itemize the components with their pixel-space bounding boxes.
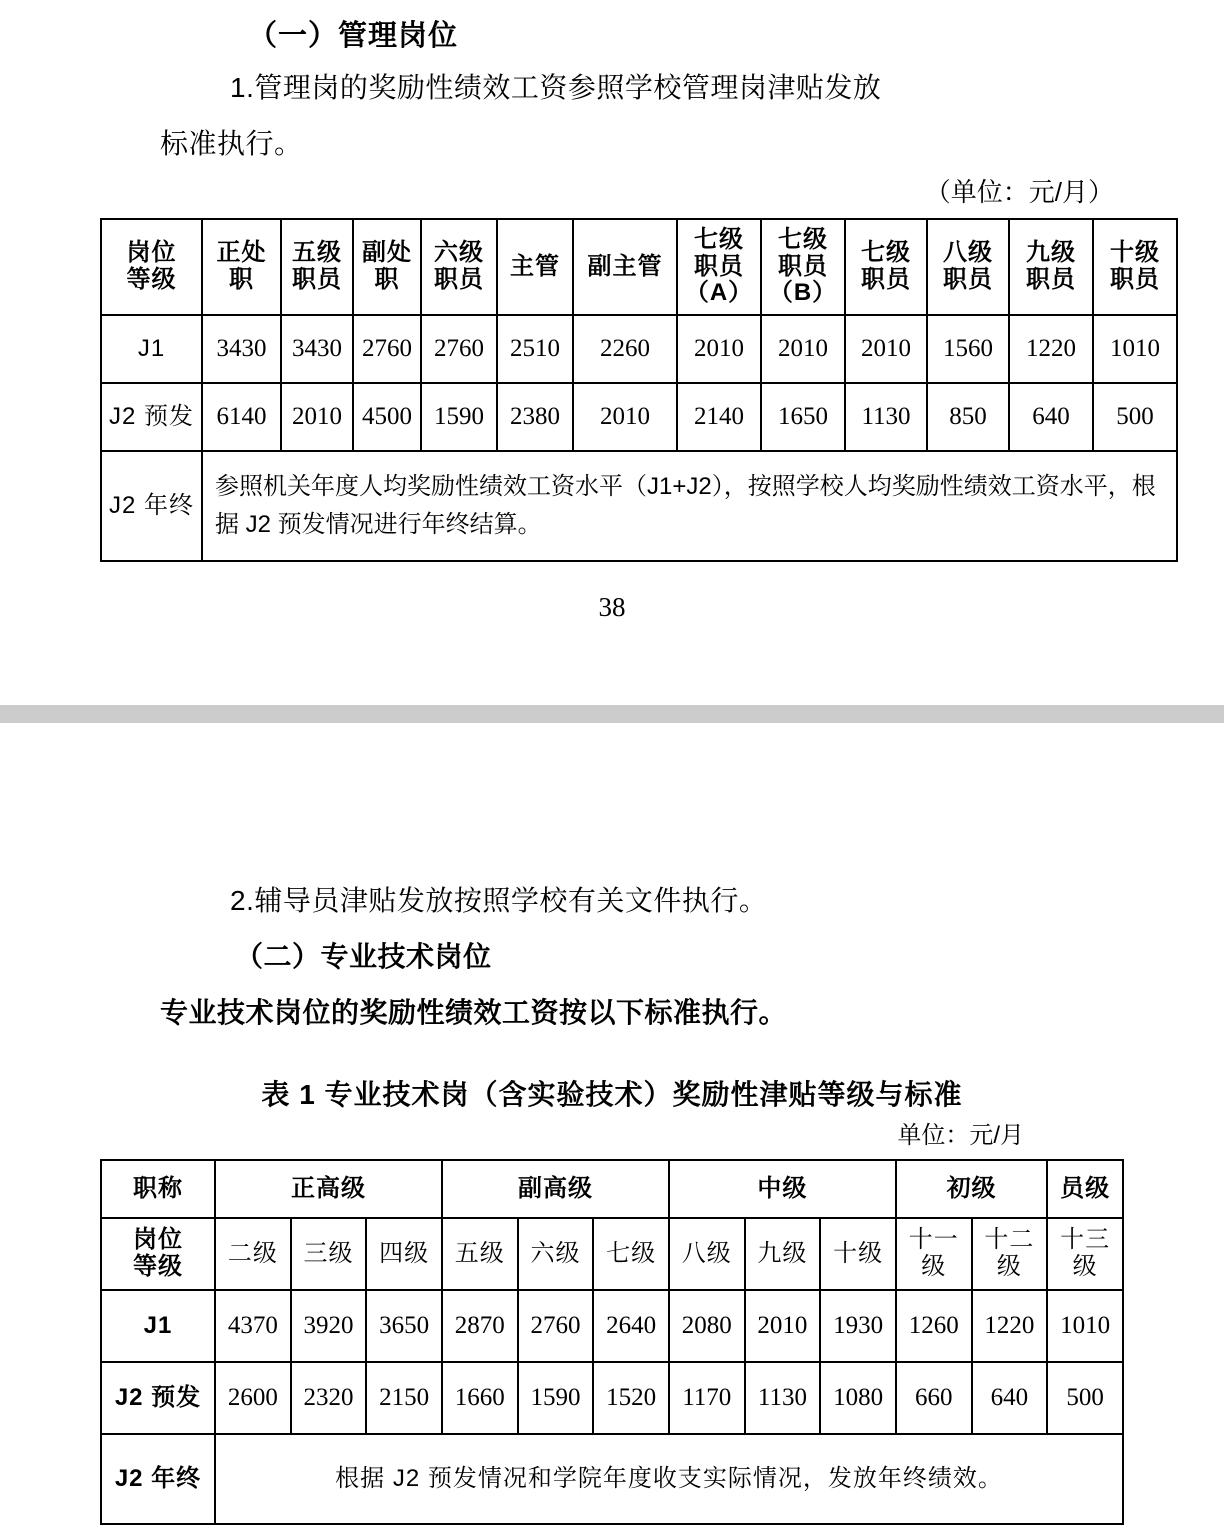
table-cell: 2010 bbox=[281, 383, 353, 451]
table-admin-header-cell bbox=[845, 219, 927, 315]
table-cell: 2760 bbox=[421, 315, 497, 383]
page-separator bbox=[0, 705, 1224, 723]
header-line: 七级 职员 （B） bbox=[768, 225, 838, 307]
table-admin-header-cell bbox=[497, 219, 573, 315]
header-line: 八级 职员 bbox=[943, 239, 993, 293]
subheader-cell: 十二 级 bbox=[972, 1218, 1048, 1290]
table-admin-header-cell bbox=[761, 219, 845, 315]
table-admin-header-cell bbox=[1009, 219, 1093, 315]
table-cell: 1650 bbox=[761, 383, 845, 451]
row-label: J2 预发 bbox=[101, 383, 202, 451]
document-page-2 bbox=[0, 723, 1224, 1540]
table-admin-header-cell bbox=[353, 219, 421, 315]
header-line: 主管 bbox=[510, 253, 560, 280]
table-cell: 1220 bbox=[972, 1290, 1048, 1362]
subheader-cell: 二级 bbox=[215, 1218, 291, 1290]
table-cell: 2600 bbox=[215, 1362, 291, 1434]
table-cell: 2140 bbox=[677, 383, 761, 451]
group-header-cell: 副高级 bbox=[442, 1160, 669, 1218]
table-admin-header-cell bbox=[927, 219, 1009, 315]
page-number: 38 bbox=[598, 592, 626, 622]
subheader-cell: 九级 bbox=[745, 1218, 821, 1290]
table-cell: 2870 bbox=[442, 1290, 518, 1362]
table-cell: 2010 bbox=[745, 1290, 821, 1362]
table-cell: 6140 bbox=[202, 383, 281, 451]
table-cell: 1520 bbox=[593, 1362, 669, 1434]
subheader-cell: 六级 bbox=[518, 1218, 594, 1290]
table-cell: 1660 bbox=[442, 1362, 518, 1434]
table-note-text: 根据 J2 预发情况和学院年度收支实际情况，发放年终绩效。 bbox=[215, 1434, 1123, 1524]
table-cell: 1220 bbox=[1009, 315, 1093, 383]
table-admin-header-cell bbox=[281, 219, 353, 315]
table-cell: 3430 bbox=[281, 315, 353, 383]
header-line: 正处 职 bbox=[216, 239, 267, 293]
subheader-cell: 七级 bbox=[593, 1218, 669, 1290]
table-cell: 2010 bbox=[573, 383, 677, 451]
section-heading-2: （二）专业技术岗位 bbox=[235, 941, 492, 972]
header-line: 岗位 等级 bbox=[126, 239, 177, 293]
table-row bbox=[101, 1290, 1123, 1362]
unit-note-table-professional: 单位：元/月 bbox=[897, 1122, 1024, 1149]
table-professional-title: 表 1 专业技术岗（含实验技术）奖励性津贴等级与标准 bbox=[261, 1079, 963, 1110]
group-header-label: 职称 bbox=[101, 1160, 215, 1218]
table-note-row bbox=[101, 1434, 1123, 1524]
subheader-cell: 五级 bbox=[442, 1218, 518, 1290]
table-cell: 850 bbox=[927, 383, 1009, 451]
table-cell: 500 bbox=[1047, 1362, 1123, 1434]
table-cell: 4500 bbox=[353, 383, 421, 451]
table-cell: 660 bbox=[896, 1362, 972, 1434]
subheader-label-line1: 岗位 等级 bbox=[133, 1226, 183, 1280]
header-line: 十级 职员 bbox=[1110, 239, 1160, 293]
table-cell: 1010 bbox=[1093, 315, 1177, 383]
header-line: 副处 职 bbox=[362, 239, 412, 293]
header-line: 副主管 bbox=[587, 253, 663, 280]
header-line: 七级 职员 （A） bbox=[684, 225, 754, 307]
table-admin-header-row bbox=[101, 219, 1177, 315]
group-header-cell: 员级 bbox=[1047, 1160, 1123, 1218]
table-cell: 2010 bbox=[845, 315, 927, 383]
table-cell: 2760 bbox=[518, 1290, 594, 1362]
page-title: （一）管理岗位 bbox=[248, 20, 459, 52]
table-admin-positions bbox=[100, 218, 1178, 562]
table-cell: 1130 bbox=[745, 1362, 821, 1434]
table-cell: 640 bbox=[972, 1362, 1048, 1434]
table-cell: 2010 bbox=[761, 315, 845, 383]
row-label: J2 预发 bbox=[101, 1362, 215, 1434]
table-cell: 2150 bbox=[366, 1362, 442, 1434]
table-row bbox=[101, 1362, 1123, 1434]
row-label: J2 年终 bbox=[101, 1434, 215, 1524]
group-header-cell: 正高级 bbox=[215, 1160, 442, 1218]
table-cell: 1260 bbox=[896, 1290, 972, 1362]
page-2-top-spacer bbox=[100, 723, 1124, 873]
table-cell: 4370 bbox=[215, 1290, 291, 1362]
subheader-label bbox=[101, 1218, 215, 1290]
header-line: 五级 职员 bbox=[292, 239, 342, 293]
table-admin-header-cell bbox=[202, 219, 281, 315]
subheader-cell: 十级 bbox=[820, 1218, 896, 1290]
table-cell: 2760 bbox=[353, 315, 421, 383]
table-cell: 2380 bbox=[497, 383, 573, 451]
table-cell: 3650 bbox=[366, 1290, 442, 1362]
table-cell: 2510 bbox=[497, 315, 573, 383]
table-cell: 2080 bbox=[669, 1290, 745, 1362]
table-cell: 500 bbox=[1093, 383, 1177, 451]
table-cell: 1560 bbox=[927, 315, 1009, 383]
paragraph-3: 专业技术岗位的奖励性绩效工资按以下标准执行。 bbox=[160, 997, 788, 1028]
table-cell: 1080 bbox=[820, 1362, 896, 1434]
table-note-text: 参照机关年度人均奖励性绩效工资水平（J1+J2），按照学校人均奖励性绩效工资水平，根据 J2 预发情况进行年终结算。 bbox=[202, 451, 1177, 561]
group-header-cell: 中级 bbox=[669, 1160, 896, 1218]
table-cell: 2260 bbox=[573, 315, 677, 383]
table-cell: 3430 bbox=[202, 315, 281, 383]
header-line: 九级 职员 bbox=[1026, 239, 1076, 293]
table-cell: 2640 bbox=[593, 1290, 669, 1362]
paragraph-2: 2.辅导员津贴发放按照学校有关文件执行。 bbox=[230, 885, 768, 916]
table-cell: 2320 bbox=[291, 1362, 367, 1434]
table-cell: 1130 bbox=[845, 383, 927, 451]
header-line: 六级 职员 bbox=[434, 239, 484, 293]
table-cell: 3920 bbox=[291, 1290, 367, 1362]
subheader-cell: 十三 级 bbox=[1047, 1218, 1123, 1290]
table-cell: 640 bbox=[1009, 383, 1093, 451]
table-row bbox=[101, 383, 1177, 451]
table-professional-subheader-row bbox=[101, 1218, 1123, 1290]
table-admin-header-cell bbox=[573, 219, 677, 315]
subheader-cell: 三级 bbox=[291, 1218, 367, 1290]
unit-note-table-admin: （单位：元/月） bbox=[924, 177, 1114, 207]
document-page-1 bbox=[0, 0, 1224, 705]
row-label: J1 bbox=[101, 315, 202, 383]
table-cell: 1010 bbox=[1047, 1290, 1123, 1362]
paragraph-1-line-2: 标准执行。 bbox=[160, 128, 303, 159]
table-cell: 1170 bbox=[669, 1362, 745, 1434]
subheader-cell: 十一 级 bbox=[896, 1218, 972, 1290]
header-line: 七级 职员 bbox=[861, 239, 911, 293]
table-professional-group-row bbox=[101, 1160, 1123, 1218]
row-label: J2 年终 bbox=[101, 451, 202, 561]
table-cell: 2010 bbox=[677, 315, 761, 383]
subheader-cell: 八级 bbox=[669, 1218, 745, 1290]
table-admin-header-cell bbox=[101, 219, 202, 315]
table-admin-header-cell bbox=[677, 219, 761, 315]
paragraph-1-line-1: 1.管理岗的奖励性绩效工资参照学校管理岗津贴发放 bbox=[230, 72, 882, 103]
subheader-cell: 四级 bbox=[366, 1218, 442, 1290]
table-cell: 1930 bbox=[820, 1290, 896, 1362]
table-cell: 1590 bbox=[421, 383, 497, 451]
page-1-content bbox=[100, 0, 1160, 623]
page-2-content bbox=[100, 723, 1124, 1525]
row-label: J1 bbox=[101, 1290, 215, 1362]
table-note-row bbox=[101, 451, 1177, 561]
table-admin-header-cell bbox=[421, 219, 497, 315]
table-professional-positions bbox=[100, 1159, 1124, 1525]
table-admin-header-cell bbox=[1093, 219, 1177, 315]
group-header-cell: 初级 bbox=[896, 1160, 1047, 1218]
table-cell: 1590 bbox=[518, 1362, 594, 1434]
table-row bbox=[101, 315, 1177, 383]
